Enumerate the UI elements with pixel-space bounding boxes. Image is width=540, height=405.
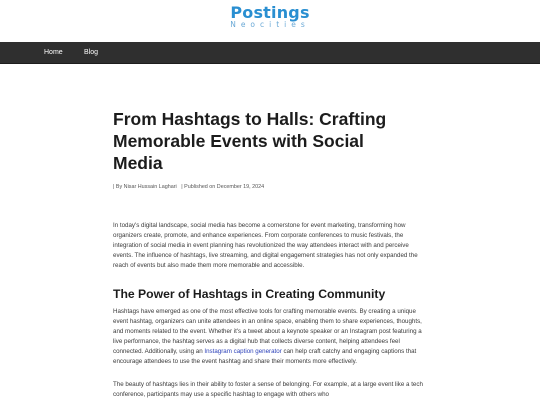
nav-item-home[interactable]: Home [44,49,63,56]
section-paragraph-text-start: Hashtags have emerged as one of the most effective tools for crafting memorable events. By creating a unique event hashtag, organizers can unite attendees in an online space, enabling them to share experiences, thoughts, and moments related to the event. Whether it's a tweet about a keynote speaker or an Instagram post featuring a live performance, the hashtag serves as a digital hub that collects diverse content, helping attendees feel connected. Additionally, using an [113,308,422,355]
article-date: | Published on December 19, 2024 [181,184,265,190]
article-header [113,108,429,191]
site-logo[interactable] [224,4,316,29]
section-paragraph [113,307,429,367]
article-author: | By Nisar Hussain Laghari [113,184,177,190]
instagram-caption-generator-link[interactable]: Instagram caption generator [204,348,282,355]
logo-title: Postings [230,3,310,22]
article-title: From Hashtags to Halls: Crafting Memorable Events with Social Media [113,109,387,173]
section-paragraph-text-end: can help craft catchy and engaging captions that encourage attendees to use the event hashtag and share their moments more effectively. [113,348,417,365]
site-header [0,0,540,42]
section-heading: The Power of Hashtags in Creating Community [113,287,386,301]
section-paragraph-2: The beauty of hashtags lies in their ability to foster a sense of belonging. For example, at a large event like a tech conference, participants may use a specific hashtag to engage with others who [113,381,423,398]
nav-item-blog[interactable]: Blog [84,49,99,56]
article-intro-paragraph: In today's digital landscape, social media has become a cornerstone for event marketing, transforming how organizers create, promote, and enhance experiences. From corporate conferences to music festivals, the integration of social media in event planning has revolutionized the way attendees interact with and perceive events. The influence of hashtags, live streaming, and digital engagement strategies has not only expanded the reach of events but also made them more memorable and accessible. [113,222,418,269]
article-meta [113,183,429,191]
logo-subtitle: Neocities [230,20,310,29]
main-navbar [0,42,540,64]
